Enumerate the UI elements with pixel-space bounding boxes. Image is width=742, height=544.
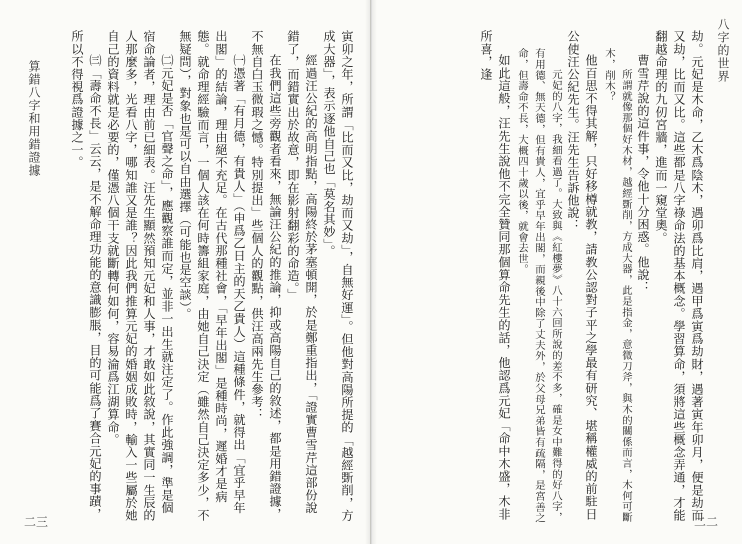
left-page-number: 二三 bbox=[24, 515, 49, 529]
right-paragraph-1: 劫。元妃是木命，乙木爲陰木，遇卯爲比肩，遇甲爲寅爲劫財，遇著寅年卯月，便是劫而又劫，比而又比。這些都是八字祿命法的基本概念。學習算命，須將這些概念弄通，才能翻越命理的九仞宮牆，進而一窺堂奧。 bbox=[654, 30, 704, 522]
left-paragraph-3: 在我們這些旁觀者看來，無論汪公紀的推論，抑或高陽自己的敘述，都是用錯證據，不無自白玉微瑕之憾。特別提出」些個人的觀點，供汪高兩先生參考： bbox=[250, 30, 282, 521]
left-paragraph-2: 經過汪公紀的高明指點，高陽終於茅塞頓開，於是鄭重指出，「證實曹雪芹這部份說錯了，而錯實出於故意，即在影射翻彩的命造。」 bbox=[286, 30, 318, 515]
right-quote-1: 所謂就像那個好木材，越經斲削，方成大器，此是指金，意微刀斧，與木的關係而言，木何可斷木，削木？ bbox=[603, 48, 632, 523]
right-page-number: 二二 bbox=[693, 515, 718, 529]
left-paragraph-5: ㈡元妃是否「官聲之命」，應觀察誰而定，並非一出生就注定了。作此強調，準是個宿命論者，理由前已細表。汪先生顯然預知元妃和人事，才敢如此敘說，其實同一生辰的人那麼多，光看八字，哪知誰又是誰？因此我們推算元妃的婚姻成敗時，輸入一些屬於她自己的資料就是必要的，僅憑八個干支就斷轉何如何，容易淪爲江湖算命。 bbox=[106, 30, 174, 522]
right-page bbox=[371, 0, 742, 544]
left-page-body bbox=[56, 30, 356, 525]
left-paragraph-6: ㈢「壽命不長」云云，是不解命理功能的意識膨脹，目的可能爲了賽合元妃的事蹟，所以不得視爲證據之一。 bbox=[70, 30, 102, 521]
left-page-header: 算錯八字和用錯證據 bbox=[27, 60, 41, 177]
right-quote-2: 元妃的八字，我細看過了。大致與《紅樓夢》八十六回所說的差不多，確是女中難得的好八字，有用德、無天德，但有貴人，宜乎早年出閣，而親後中除了丈夫外，於父母兄弟皆有疏隔，是宮善之命，但壽命不長，大概四十歲以後，就會去世。 bbox=[516, 48, 562, 524]
right-paragraph-3: 他百思不得其解，只好移樽就教，請教公認對子平之學最有研究、堪稱權威的前駐日公使汪公紀先生。汪先生告訴他說： bbox=[566, 30, 598, 521]
right-page-body bbox=[391, 30, 706, 525]
right-page-header: 八字的世界 bbox=[716, 18, 730, 83]
left-paragraph-1: 寅卯之年，所謂「比而又比，劫而又劫」，自無好運」。但他對高陽所提的「越經斲削，方成大器」，表示逐他自己也「莫名其妙」。 bbox=[322, 30, 354, 522]
left-paragraph-4: ㈠憑著「有月德，有貴人」（申爲乙日主的天乙貴人）這種條件，就得出「宜乎早年出閣」的結論，理由絕不充足。在古代那種社會，「早年出閣」是種時尚，遲婚才是病態。就命理經驗而言，一個人該在何時籌組家庭，由她自己決定（雖然自己決定多少，不無疑問），對象也是可以自由選擇（可能也是空談）。 bbox=[178, 30, 246, 522]
right-paragraph-4: 如此這般，汪先生說他不完全贊同那個算命先生的話，他認爲元妃「命中木盛，木非所喜，逢 bbox=[479, 30, 511, 521]
right-paragraph-2: 曹雪芹說的這件事，令他十分困惑。他說： bbox=[636, 54, 650, 294]
